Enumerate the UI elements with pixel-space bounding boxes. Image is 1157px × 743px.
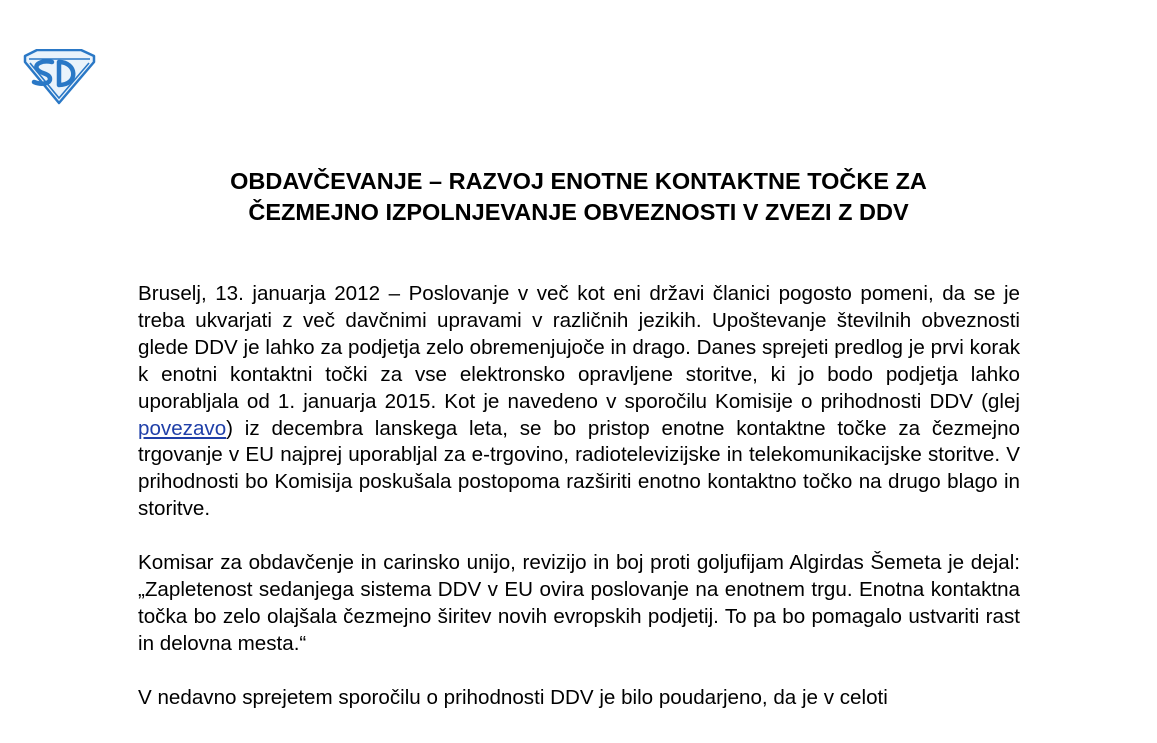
- povezavo-link[interactable]: povezavo: [138, 416, 227, 440]
- paragraph-2: Komisar za obdavčenje in carinsko unijo, revizijo in boj proti goljufijam Algirdas Šemeta je dejal: „Zapletenost sedanjega sistema DDV v EU ovira poslovanje na enotnem trgu. Enotna kontaktna točka bo zelo olajšala čezmejno širitev novih evropskih podjetij. To pa bo pomagalo ustvariti rast in delovna mesta.“: [138, 551, 1020, 655]
- article-body: [138, 281, 1020, 738]
- sd-logo-icon: [22, 49, 96, 105]
- page-title: [100, 166, 1057, 228]
- paragraph-1: [138, 281, 1020, 523]
- paragraph-3: V nedavno sprejetem sporočilu o prihodnosti DDV je bilo poudarjeno, da je v celoti: [138, 685, 888, 709]
- title-line-2: ČEZMEJNO IZPOLNJEVANJE OBVEZNOSTI V ZVEZI Z DDV: [248, 199, 909, 225]
- paragraph-1-text-end: ) iz decembra lanskega leta, se bo pristop enotne kontaktne točke za čezmejno trgovanje v EU najprej uporabljal za e-trgovino, radiotelevizijske in telekomunikacijske storitve. V prihodnosti bo Komisija poskušala postopoma razširiti enotno kontaktno točko na drugo blago in storitve.: [138, 416, 1020, 521]
- paragraph-1-text-start: Bruselj, 13. januarja 2012 – Poslovanje v več kot eni državi članici pogosto pomeni, da se je treba ukvarjati z več davčnimi upravami v različnih jezikih. Upoštevanje številnih obveznosti glede DDV je lahko za podjetja zelo obremenjujoče in drago. Danes sprejeti predlog je prvi korak k enotni kontaktni točki za vse elektronsko opravljene storitve, ki jo bodo podjetja lahko uporabljala od 1. januarja 2015. Kot je navedeno v sporočilu Komisije o prihodnosti DDV (glej: [138, 282, 1020, 413]
- title-line-1: OBDAVČEVANJE – RAZVOJ ENOTNE KONTAKTNE TOČKE ZA: [230, 168, 927, 194]
